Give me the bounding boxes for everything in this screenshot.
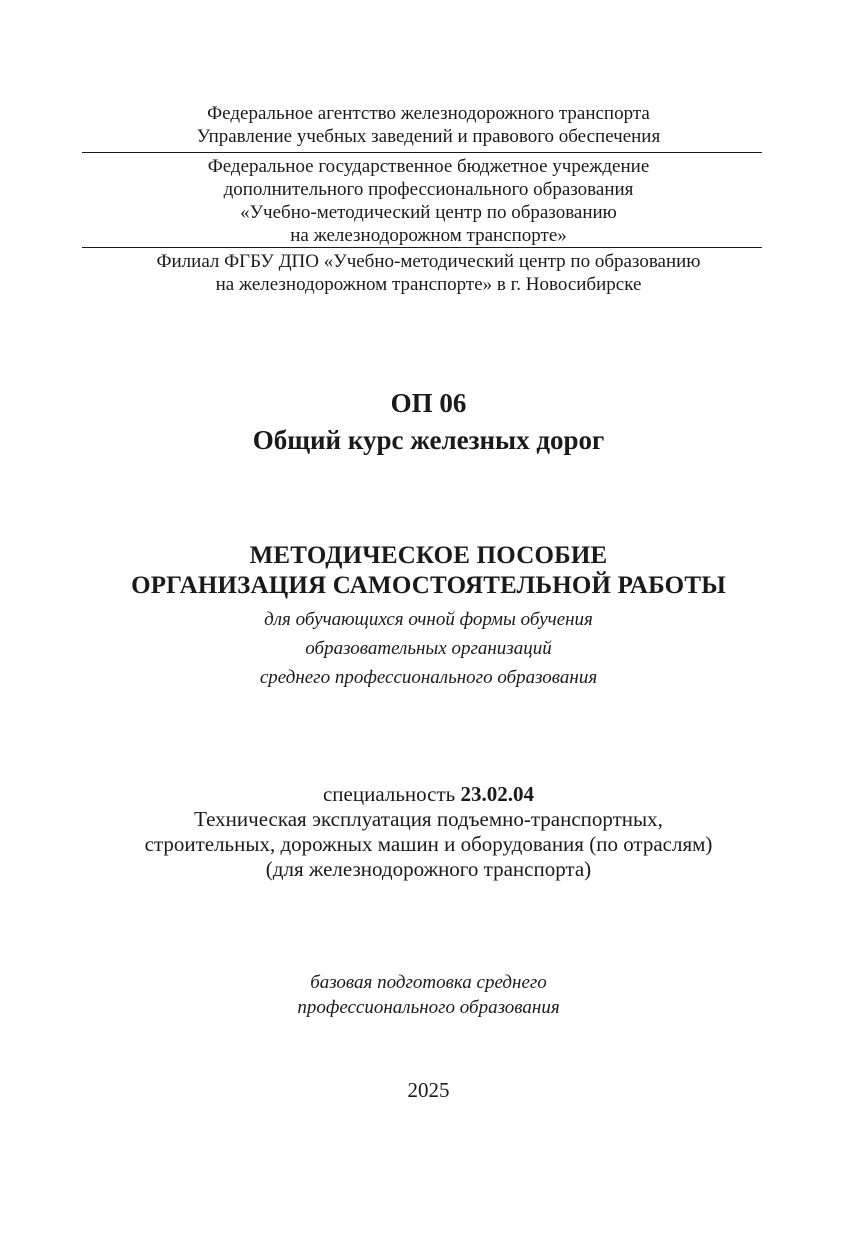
header-divider-bottom — [82, 247, 762, 248]
agency-department: Управление учебных заведений и правового обеспечения — [196, 126, 661, 147]
specialty-label: специальность — [322, 782, 456, 806]
specialty-block — [0, 782, 857, 882]
audience-block — [0, 605, 857, 692]
branch-line: Филиал ФГБУ ДПО «Учебно-методический центр по образованию — [156, 251, 701, 272]
training-level-line: профессионального образования — [297, 997, 560, 1018]
course-name: Общий курс железных дорог — [252, 425, 605, 455]
agency-block — [0, 102, 857, 148]
manual-title-line: ОРГАНИЗАЦИЯ САМОСТОЯТЕЛЬНОЙ РАБОТЫ — [131, 572, 726, 599]
publication-year: 2025 — [407, 1078, 450, 1102]
training-level-block — [0, 970, 857, 1020]
institution-line: дополнительного профессионального образования — [223, 179, 634, 200]
audience-line: среднего профессионального образования — [259, 667, 598, 688]
header-divider-top — [82, 152, 762, 153]
course-code: ОП 06 — [390, 388, 467, 418]
specialty-description-line: (для железнодорожного транспорта) — [265, 857, 592, 881]
specialty-heading — [0, 782, 857, 807]
audience-line: для обучающихся очной формы обучения — [264, 609, 593, 630]
publication-year-block — [0, 1078, 857, 1103]
branch-block — [0, 250, 857, 296]
branch-line: на железнодорожном транспорте» в г. Новосибирске — [215, 274, 642, 295]
institution-block — [0, 155, 857, 247]
specialty-code: 23.02.04 — [460, 782, 534, 806]
institution-line: «Учебно-методический центр по образованию — [240, 202, 617, 223]
course-title-block — [0, 385, 857, 459]
institution-line: Федеральное государственное бюджетное учреждение — [207, 156, 650, 177]
manual-title-block — [0, 541, 857, 601]
manual-title-line: МЕТОДИЧЕСКОЕ ПОСОБИЕ — [249, 542, 608, 569]
specialty-description-line: Техническая эксплуатация подъемно-транспортных, — [194, 807, 663, 831]
agency-name: Федеральное агентство железнодорожного транспорта — [207, 103, 650, 124]
training-level-line: базовая подготовка среднего — [310, 972, 547, 993]
specialty-description-line: строительных, дорожных машин и оборудования (по отраслям) — [144, 832, 713, 856]
institution-line: на железнодорожном транспорте» — [290, 225, 567, 246]
audience-line: образовательных организаций — [305, 638, 552, 659]
